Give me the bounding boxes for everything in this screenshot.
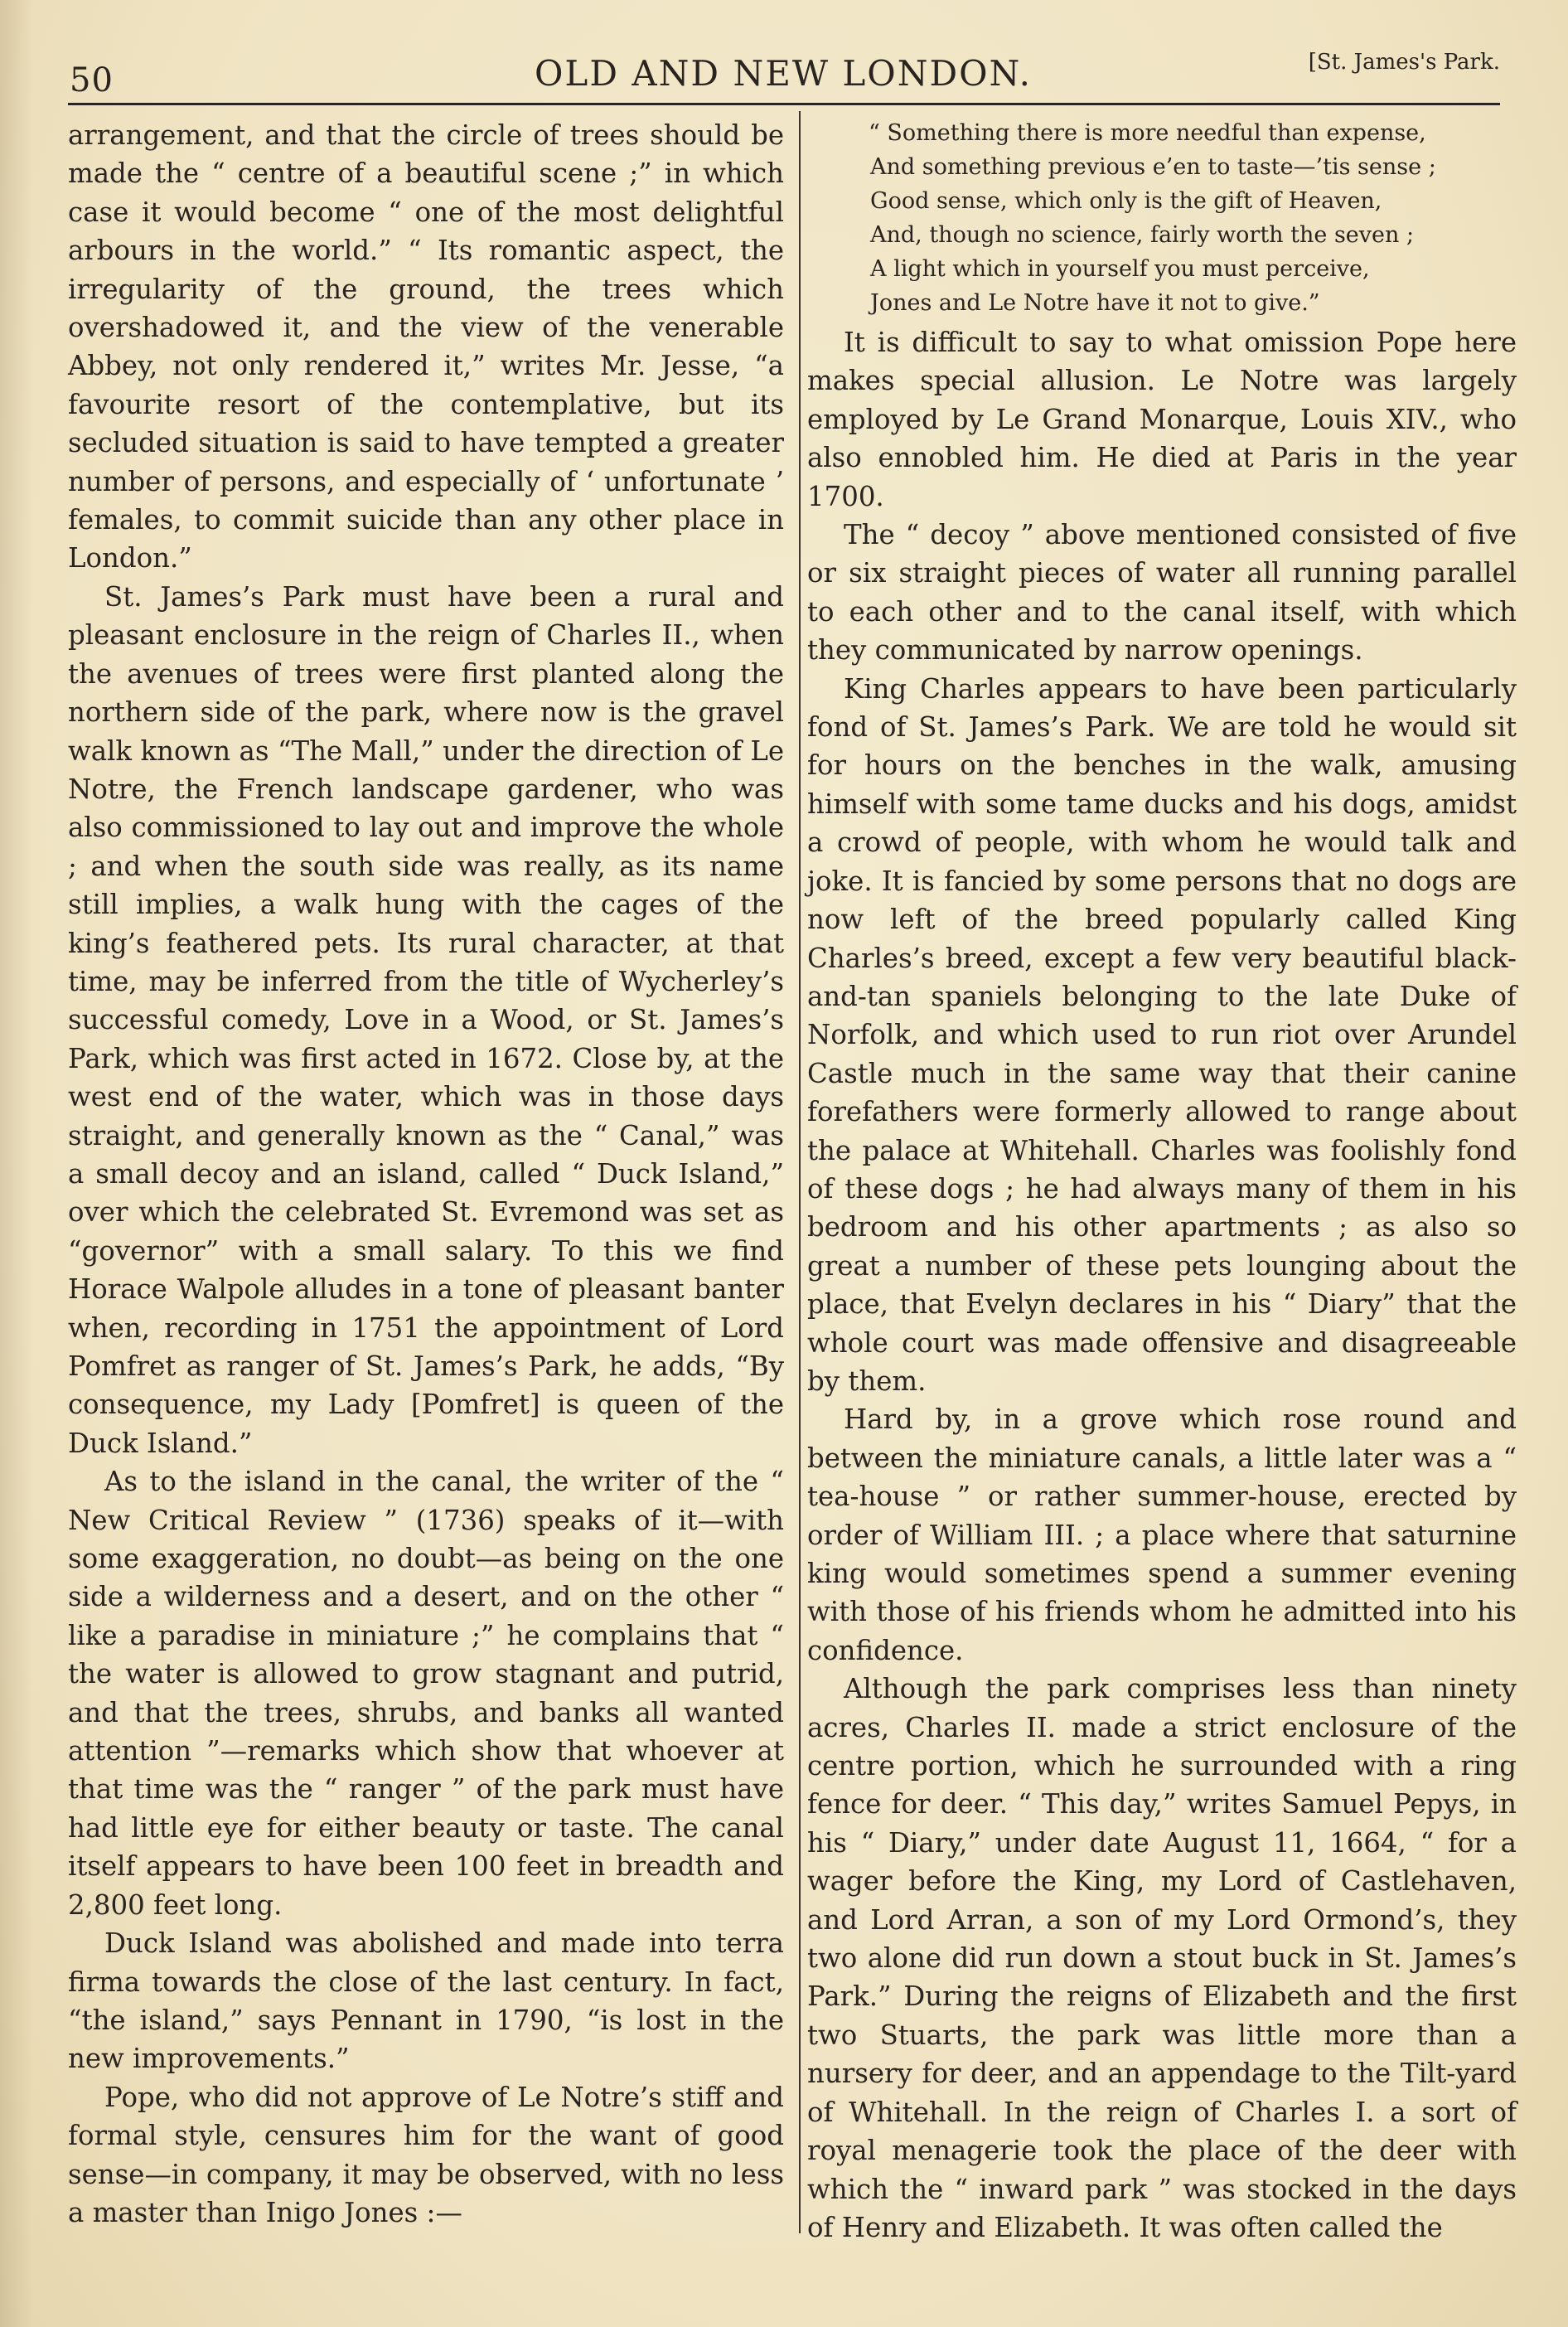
paragraph: Although the park comprises less than ninety acres, Charles II. made a strict enclosure of the centre portion, which he surrounded with a ring fence for deer. “ This day,” writes Samuel Pepys, in his “ Diary,” under date August 11, 1664, “ for a wager before the King, my Lord of Castlehaven, and Lord Arran, a son of my Lord Ormond’s, they two alone did run down a stout buck in St. James’s Park.” During the reigns of Elizabeth and the first two Stuarts, the park was little more than a nursery for deer, and an appendage to the Tilt-yard of Whitehall. In the reign of Charles I. a sort of royal menagerie took the place of the deer with which the “ inward park ” was stocked in the days of Henry and Elizabeth. It was often called the bbox=[807, 1673, 1517, 2243]
paragraph: It is difficult to say to what omission Pope here makes special allusion. Le Notre was largely employed by Le Grand Monarque, Louis XIV., who also ennobled him. He died at Paris in the year 1700. bbox=[807, 327, 1517, 512]
paragraph: King Charles appears to have been particularly fond of St. James’s Park. We are told he would sit for hours on the benches in the walk, amusing himself with some tame ducks and his dogs, amidst a crowd of people, with whom he would talk and joke. It is fancied by some persons that no dogs are now left of the breed popularly called King Charles’s breed, except a few very beautiful black-and-tan spaniels belonging to the late Duke of Norfolk, and which used to run riot over Arundel Castle much in the same way that their canine forefathers were formerly allowed to range about the palace at Whitehall. Charles was foolishly fond of these dogs ; he had always many of them in his bedroom and his other apartments ; as also so great a number of these pets lounging about the place, that Evelyn declares in his “ Diary” that the whole court was made offensive and disagreeable by them. bbox=[807, 672, 1517, 1397]
verse-line: And something previous e’en to taste—’tis sense ; bbox=[870, 154, 1436, 180]
running-title: OLD AND NEW LONDON. bbox=[535, 53, 1032, 94]
pope-verse-quotation bbox=[807, 116, 1517, 320]
verse-line: Jones and Le Notre have it not to give.” bbox=[870, 290, 1320, 316]
verse-line: And, though no science, fairly worth the seven ; bbox=[870, 222, 1415, 248]
right-column bbox=[807, 116, 1517, 2247]
paragraph: As to the island in the canal, the writer of the “ New Critical Review ” (1736) speaks of it—with some exaggeration, no doubt—as being on the one side a wilderness and a desert, and on the other “ like a paradise in miniature ;” he complains that “ the water is allowed to grow stagnant and putrid, and that the trees, shrubs, and banks all wanted attention ”—remarks which show that whoever at that time was the “ ranger ” of the park must have had little eye for either beauty or taste. The canal itself appears to have been 100 feet in breadth and 2,800 feet long. bbox=[68, 1466, 784, 1921]
paragraph: The “ decoy ” above mentioned consisted of five or six straight pieces of water all running parallel to each other and to the canal itself, with which they communicated by narrow openings. bbox=[807, 519, 1517, 667]
verse-line: Good sense, which only is the gift of Heaven, bbox=[870, 188, 1382, 214]
left-column bbox=[68, 116, 784, 2232]
column-divider bbox=[799, 111, 801, 2233]
verse-line: A light which in yourself you must perceive, bbox=[870, 256, 1370, 282]
paragraph: St. James’s Park must have been a rural and pleasant enclosure in the reign of Charles II., when the avenues of trees were first planted along the northern side of the park, where now is the gravel walk known as “The Mall,” under the direction of Le Notre, the French landscape gardener, who was also commissioned to lay out and improve the whole ; and when the south side was really, as its name still implies, a walk hung with the cages of the king’s feathered pets. Its rural character, at that time, may be inferred from the title of Wycherley’s successful comedy, Love in a Wood, or St. James’s Park, which was first acted in 1672. Close by, at the west end of the water, which was in those days straight, and generally known as the “ Canal,” was a small decoy and an island, called “ Duck Island,” over which the celebrated St. Evremond was set as “governor” with a small salary. To this we find Horace Walpole alludes in a tone of pleasant banter when, recording in 1751 the appointment of Lord Pomfret as ranger of St. James’s Park, he adds, “By consequence, my Lady [Pomfret] is queen of the Duck Island.” bbox=[68, 580, 784, 1459]
paragraph: Duck Island was abolished and made into terra firma towards the close of the last century. In fact, “the island,” says Pennant in 1790, “is lost in the new improvements.” bbox=[68, 1927, 784, 2075]
page-header bbox=[66, 41, 1500, 99]
paragraph: Pope, who did not approve of Le Notre’s stiff and formal style, censures him for the want of good sense—in company, it may be observed, with no less a master than Inigo Jones :— bbox=[68, 2081, 784, 2228]
verse-line: “ Something there is more needful than expense, bbox=[869, 120, 1426, 146]
paragraph: Hard by, in a grove which rose round and between the miniature canals, a little later was a “ tea-house ” or rather summer-house, erected by order of William III. ; a place where that saturnine king would sometimes spend a summer evening with those of his friends whom he admitted into his confidence. bbox=[807, 1403, 1517, 1666]
page-number: 50 bbox=[70, 61, 114, 99]
paragraph: arrangement, and that the circle of trees should be made the “ centre of a beautiful scene ;” in which case it would become “ one of the most delightful arbours in the world.” “ Its romantic aspect, the irregularity of the ground, the trees which overshadowed it, and the view of the venerable Abbey, not only rendered it,” writes Mr. Jesse, “a favourite resort of the contemplative, but its secluded situation is said to have tempted a greater number of persons, and especially of ‘ unfortunate ’ females, to commit suicide than any other place in London.” bbox=[68, 119, 784, 574]
section-reference: [St. James's Park. bbox=[1308, 50, 1500, 75]
header-rule bbox=[68, 103, 1500, 105]
page-gutter-shadow bbox=[0, 0, 33, 2327]
